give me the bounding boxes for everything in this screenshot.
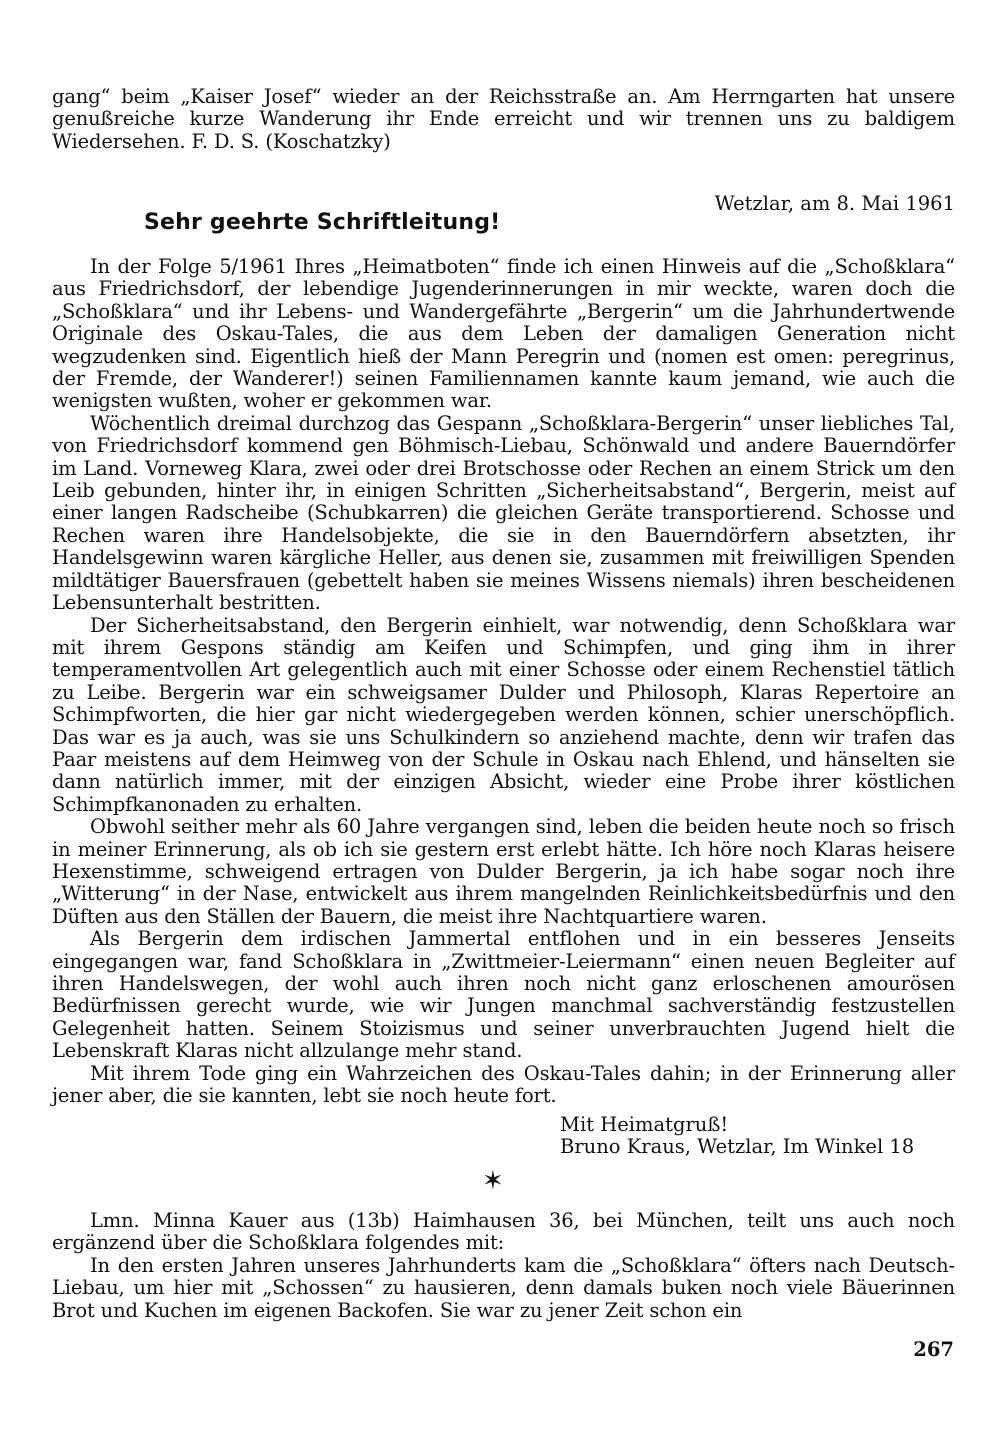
letter-paragraph: Mit ihrem Tode ging ein Wahrzeichen des Oskau-Tales dahin; in der Erinnerung aller jener aber, die sie kannten, lebt sie noch heute fort. xyxy=(52,1061,955,1108)
letter-paragraph: Als Bergerin dem irdischen Jammertal entflohen und in ein besseres Jenseits eingegangen war, fand Schoßklara in „Zwittmeier-Leiermann“ einen neuen Begleiter auf ihren Handelswegen, der wohl auch ihren noch nicht ganz erloschenen amourösen Bedürfnissen gerecht wurde, wie wir Jungen manchmal sachverständig festzustellen Gelegenheit hatten. Seinem Stoizismus und seiner unverbrauchten Jugend hielt die Lebenskraft Klaras nicht allzulange mehr stand. xyxy=(52,927,955,1063)
star-separator-icon: ✶ xyxy=(482,1166,504,1196)
letter-greeting: Mit Heimatgruß! xyxy=(560,1113,729,1136)
note-paragraph: Lmn. Minna Kauer aus (13b) Haimhausen 36, bei München, teilt uns auch noch ergänzend über die Schoßklara folgendes mit: xyxy=(52,1209,955,1255)
letter-body xyxy=(52,256,955,1107)
letter-heading: Sehr geehrte Schriftleitung! xyxy=(144,210,501,235)
intro-paragraph: gang“ beim „Kaiser Josef“ wieder an der Reichsstraße an. Am Herrngarten hat unsere genußreiche kurze Wanderung ihr Ende erreicht und wir trennen uns zu baldigem Wiedersehen. F. D. S. (Koschatzky) xyxy=(52,85,955,153)
letter-paragraph: Der Sicherheitsabstand, den Bergerin einhielt, war notwendig, denn Schoßklara war mit ihrem Gespons ständig am Keifen und Schimpfen, und ging ihm in ihrer temperamentvollen Art gelegentlich auch mit einer Schosse oder einem Rechenstiel tätlich zu Leibe. Bergerin war ein schweigsamer Dulder und Philosoph, Klaras Repertoire an Schimpfworten, die hier gar nicht wiedergegeben werden können, schier unerschöpflich. Das war es ja auch, was sie uns Schulkindern so anziehend machte, denn wir trafen das Paar meistens auf dem Heimweg von der Schule in Oskau nach Ehlend, und hänselten sie dann natürlich immer, mit der einzigen Absicht, wieder eine Probe ihrer köstlichen Schimpfkanonaden zu erhalten. xyxy=(52,613,955,816)
letter-paragraph: In der Folge 5/1961 Ihres „Heimatboten“ finde ich einen Hinweis auf die „Schoßklara“ aus Friedrichsdorf, der lebendige Jugenderinnerungen in mir weckte, waren doch die „Schoßklara“ und ihr Lebens- und Wandergefährte „Bergerin“ um die Jahrhundertwende Originale des Oskau-Tales, die aus dem Leben der damaligen Generation nicht wegzudenken sind. Eigentlich hieß der Mann Peregrin und (nomen est omen: peregrinus, der Fremde, der Wanderer!) seinen Familiennamen kannte kaum jemand, wie auch die wenigsten wußten, woher er gekommen war. xyxy=(52,255,955,413)
letter-closing xyxy=(560,1114,955,1159)
page-number: 267 xyxy=(913,1338,954,1361)
note-paragraph: In den ersten Jahren unseres Jahrhunderts kam die „Schoßklara“ öfters nach Deutsch-Liebau, um hier mit „Schossen“ zu hausieren, denn damals buken noch viele Bäuerinnen Brot und Kuchen im eigenen Backofen. Sie war zu jener Zeit schon ein xyxy=(52,1253,955,1322)
letter-paragraph: Obwohl seither mehr als 60 Jahre vergangen sind, leben die beiden heute noch so frisch in meiner Erinnerung, als ob ich sie gestern erst erlebt hätte. Ich höre noch Klaras heisere Hexenstimme, schweigend ertragen von Dulder Bergerin, ja ich habe sogar noch ihre „Witterung“ in der Nase, entwickelt aus ihrem mangelnden Reinlichkeitsbedürfnis und den Düften aus den Ställen der Bauern, die meist ihre Nachtquartiere waren. xyxy=(52,815,955,928)
intro-section xyxy=(52,86,955,153)
letter-paragraph: Wöchentlich dreimal durchzog das Gespann „Schoßklara-Bergerin“ unser liebliches Tal, von Friedrichsdorf kommend gen Böhmisch-Liebau, Schönwald und andere Bauerndörfer im Land. Vorneweg Klara, zwei oder drei Brotschosse oder Rechen an einem Strick um den Leib gebunden, hinter ihr, in einigen Schritten „Sicherheitsabstand“, Bergerin, meist auf einer langen Radscheibe (Schubkarren) die gleichen Geräte transportierend. Schosse und Rechen waren ihre Handelsobjekte, die sie in den Bauerndörfern absetzten, ihr Handelsgewinn waren kärgliche Heller, aus denen sie, zusammen mit freiwilligen Spenden mildtätiger Bauersfrauen (gebettelt haben sie meines Wissens niemals) ihren bescheidenen Lebensunterhalt bestritten. xyxy=(52,411,955,615)
letter-signature: Bruno Kraus, Wetzlar, Im Winkel 18 xyxy=(560,1135,915,1159)
letter-header xyxy=(52,190,955,240)
letter-dateline: Wetzlar, am 8. Mai 1961 xyxy=(714,192,955,215)
note-section xyxy=(52,1210,955,1322)
